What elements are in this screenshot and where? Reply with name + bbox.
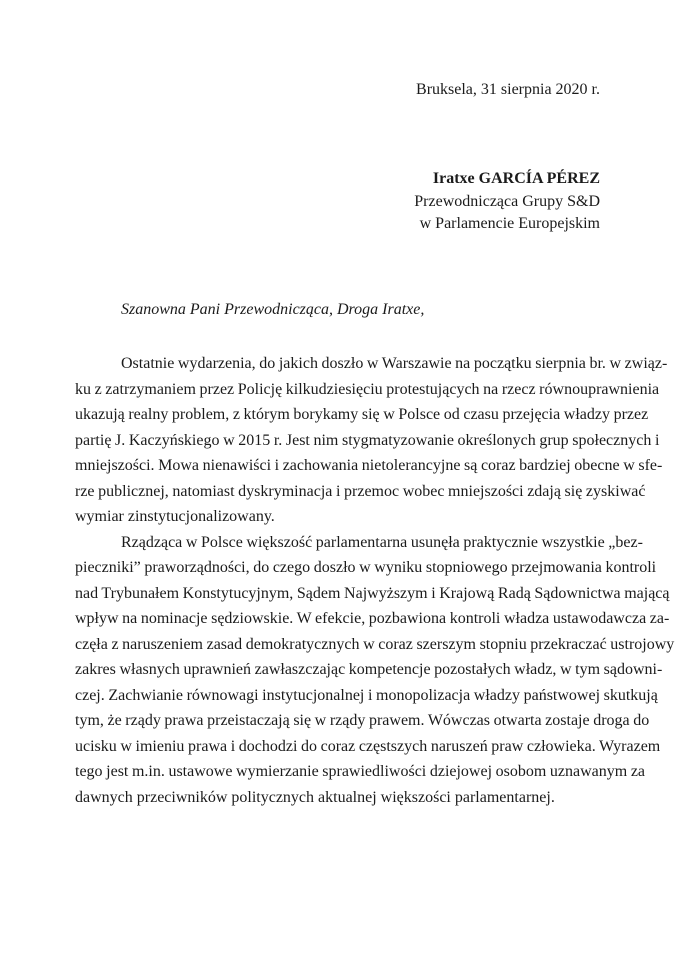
paragraph-line: tym, że rządy prawa przeistaczają się w rządy prawem. Wówczas otwarta zostaje droga do xyxy=(75,712,650,729)
recipient-title: Przewodnicząca Grupy S&D xyxy=(414,192,600,210)
paragraph-line: Rządząca w Polsce większość parlamentarna usunęła praktycznie wszystkie „bez- xyxy=(121,533,643,551)
salutation: Szanowna Pani Przewodnicząca, Droga Iratxe, xyxy=(121,301,425,318)
paragraph-line: pieczniki” praworządności, do czego doszło w wyniku stopniowego przejmowania kontroli xyxy=(75,559,657,576)
recipient-block xyxy=(75,168,600,236)
paragraph-line: partię J. Kaczyńskiego w 2015 r. Jest nim stygmatyzowanie określonych grup społecznych i xyxy=(75,431,660,449)
recipient-org: w Parlamencie Europejskim xyxy=(419,215,600,232)
date-line: Bruksela, 31 sierpnia 2020 r. xyxy=(416,81,600,98)
paragraph-line: ukazują realny problem, z którym borykamy się w Polsce od czasu przejęcia władzy przez xyxy=(75,406,649,423)
paragraph-line: wpływ na nominacje sędziowskie. W efekcie, pozbawiona kontroli władza ustawodawcza za- xyxy=(75,610,670,627)
paragraph-line: rze publicznej, natomiast dyskryminacja i przemoc wobec mniejszości zdają się zyskiwać xyxy=(75,482,646,500)
paragraph-line: tego jest m.in. ustawowe wymierzanie sprawiedliwości dziejowej osobom uznawanym za xyxy=(75,763,646,780)
paragraph-line: ucisku w imieniu prawa i dochodzi do coraz częstszych naruszeń praw człowieka. Wyrazem xyxy=(75,737,661,755)
recipient-name: Iratxe GARCÍA PÉREZ xyxy=(432,170,600,187)
paragraph-line: dawnych przeciwników politycznych aktualnej większości parlamentarnej. xyxy=(75,788,555,806)
paragraph-line: wymiar zinstytucjonalizowany. xyxy=(75,508,275,525)
letter-body xyxy=(75,351,675,810)
paragraph-line: częła z naruszeniem zasad demokratycznych w coraz szerszym stopniu przekraczać ustrojowy xyxy=(75,635,675,653)
paragraph-line: Ostatnie wydarzenia, do jakich doszło w Warszawie na początku sierpnia br. w związ- xyxy=(121,355,668,372)
paragraph-line: zakres własnych uprawnień zawłaszczając kompetencje pozostałych władz, w tym sądowni- xyxy=(75,661,663,678)
paragraph-line: ku z zatrzymaniem przez Policję kilkudziesięciu protestujących na rzecz równouprawnienia xyxy=(75,380,660,398)
paragraph-line: czej. Zachwianie równowagi instytucjonalnej i monopolizacja władzy państwowej skutkują xyxy=(75,686,658,704)
paragraph-line: mniejszości. Mowa nienawiści i zachowania nietolerancyjne są coraz bardziej obecne w sfe- xyxy=(75,457,663,474)
paragraph-line: nad Trybunałem Konstytucyjnym, Sądem Najwyższym i Krajową Radą Sądownictwa mającą xyxy=(75,584,670,602)
